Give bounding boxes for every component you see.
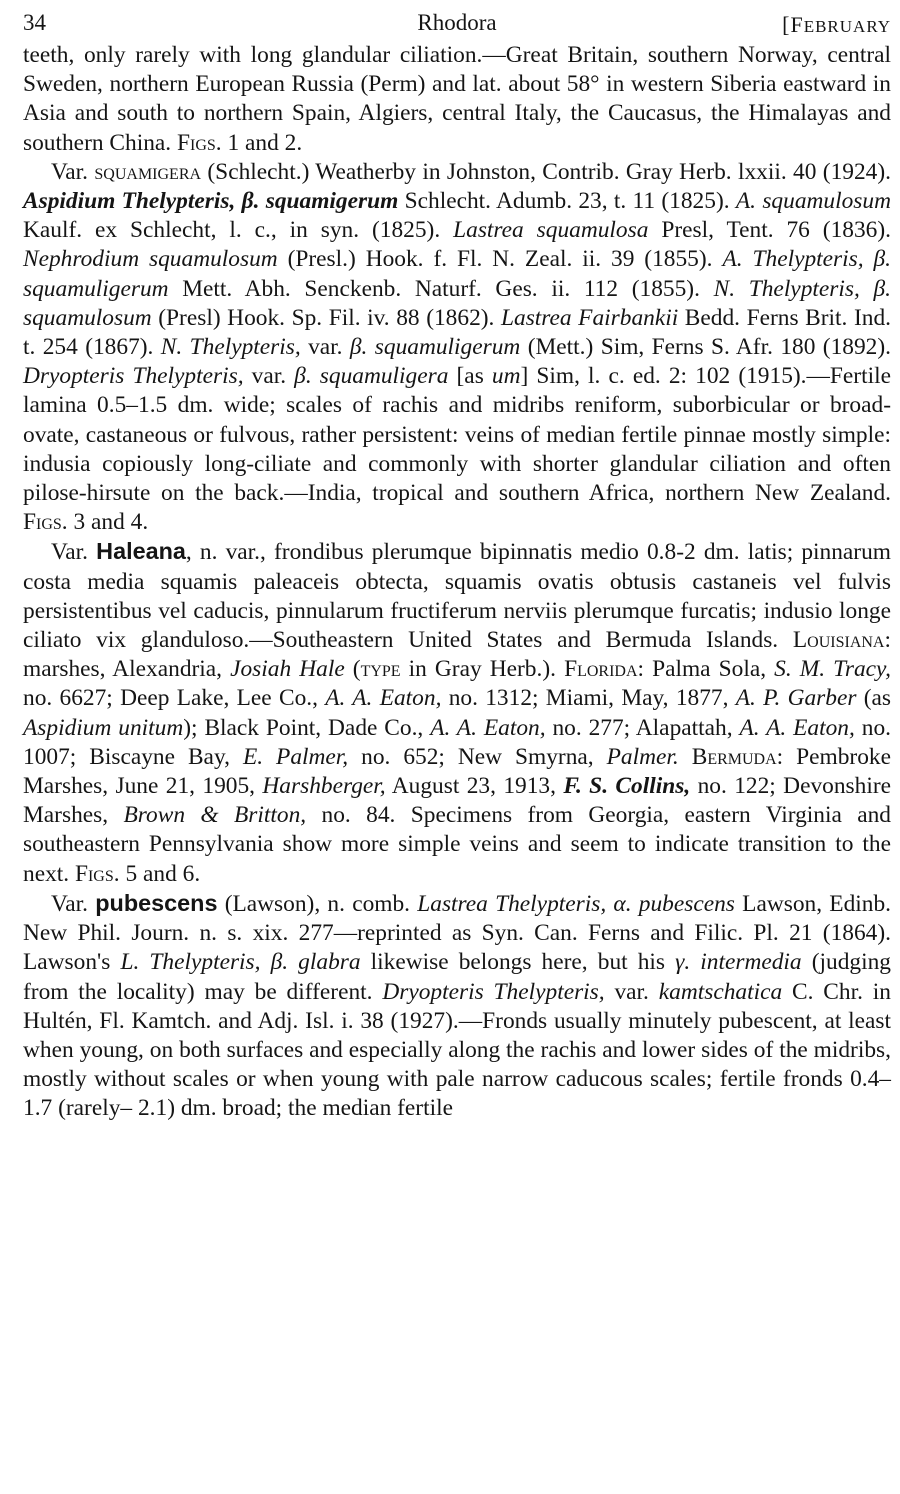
paragraph-var-squamigera: Var. squamigera (Schlecht.) Weatherby in Johnston, Contrib. Gray Herb. lxxii. 40 (1924). Aspidium Thelypteris, β. squamigerum Schlecht. Adumb. 23, t. 11 (1825). A. squamulosum Kaulf. ex Schlecht, l. c., in syn. (1825). Lastrea squamulosa Presl, Tent. 76 (1836). Nephrodium squamulosum (Presl.) Hook. f. Fl. N. Zeal. ii. 39 (1855). A. Thelypteris, β. squamuligerum Mett. Abh. Senckenb. Naturf. Ges. ii. 112 (1855). N. Thelypteris, β. squamulosum (Presl) Hook. Sp. Fil. iv. 88 (1862). Lastrea Fairbankii Bedd. Ferns Brit. Ind. t. 254 (1867). N. Thelypteris, var. β. squamuligerum (Mett.) Sim, Ferns S. Afr. 180 (1892). Dryopteris Thelypteris, var. β. squamuligera [as um] Sim, l. c. ed. 2: 102 (1915).—Fertile lamina 0.5–1.5 dm. wide; scales of rachis and midribs reniform, suborbicular or broad-ovate, castaneous or fulvous, rather persistent: veins of median fertile pinnae mostly simple: indusia copiously long-ciliate and commonly with shorter glandular ciliation and often pilose-hirsute on the back.—India, tropical and southern Africa, northern New Zealand. Figs. 3 and 4.: [23, 158, 891, 536]
journal-title: Rhodora: [417, 10, 497, 35]
variety-name: squamigera: [94, 158, 202, 185]
page: [23, 0, 891, 1124]
issue-month: [FEBRUARY: [782, 12, 891, 37]
page-number: 34: [23, 10, 46, 35]
paragraph-var-haleana: Var. Haleana, n. var., frondibus plerumque bipinnatis medio 0.8-2 dm. latis; pinnarum costa media squamis paleaceis obtecta, squamis ovatis obtusis castaneis vel fulvis persistentibus vel caducis, pinnularum fructiferum nerviis plerumque furcatis; indusio longe ciliato vix glanduloso.—Southeastern United States and Bermuda Islands. Louisiana: marshes, Alexandria, Josiah Hale (type in Gray Herb.). Florida: Palma Sola, S. M. Tracy, no. 6627; Deep Lake, Lee Co., A. A. Eaton, no. 1312; Miami, May, 1877, A. P. Garber (as Aspidium unitum); Black Point, Dade Co., A. A. Eaton, no. 277; Alapattah, A. A. Eaton, no. 1007; Biscayne Bay, E. Palmer, no. 652; New Smyrna, Palmer. Bermuda: Pembroke Marshes, June 21, 1905, Harshberger, August 23, 1913, F. S. Collins, no. 122; Devonshire Marshes, Brown & Britton, no. 84. Specimens from Georgia, eastern Virginia and southeastern Pennsylvania show more simple veins and seem to indicate transition to the next. Figs. 5 and 6.: [23, 538, 892, 887]
paragraph-var-pubescens: Var. pubescens (Lawson), n. comb. Lastrea Thelypteris, α. pubescens Lawson, Edinb. New Phil. Journ. n. s. xix. 277—reprinted as Syn. Can. Ferns and Filic. Pl. 21 (1864). Lawson's L. Thelypteris, β. glabra likewise belongs here, but his γ. intermedia (judging from the locality) may be different. Dryopteris Thelypteris, var. kamtschatica C. Chr. in Hultén, Fl. Kamtch. and Adj. Isl. i. 38 (1927).—Fronds usually minutely pubescent, at least when young, on both surfaces and especially along the rachis and lower sides of the midribs, mostly without scales or when young with pale narrow caducous scales; fertile fronds 0.4–1.7 (rarely– 2.1) dm. broad; the median fertile: [23, 889, 892, 1122]
paragraph-continued: teeth, only rarely with long glandular ciliation.—Great Britain, southern Norway, central Sweden, northern European Russia (Perm) and lat. about 58° in western Siberia eastward in Asia and south to northern Spain, Algiers, central Italy, the Caucasus, the Himalayas and southern China. Figs. 1 and 2.: [23, 42, 891, 156]
variety-name: pubescens: [95, 889, 218, 916]
article-body: [23, 41, 891, 1124]
running-header: [23, 0, 891, 40]
variety-name: Haleana: [96, 538, 186, 565]
